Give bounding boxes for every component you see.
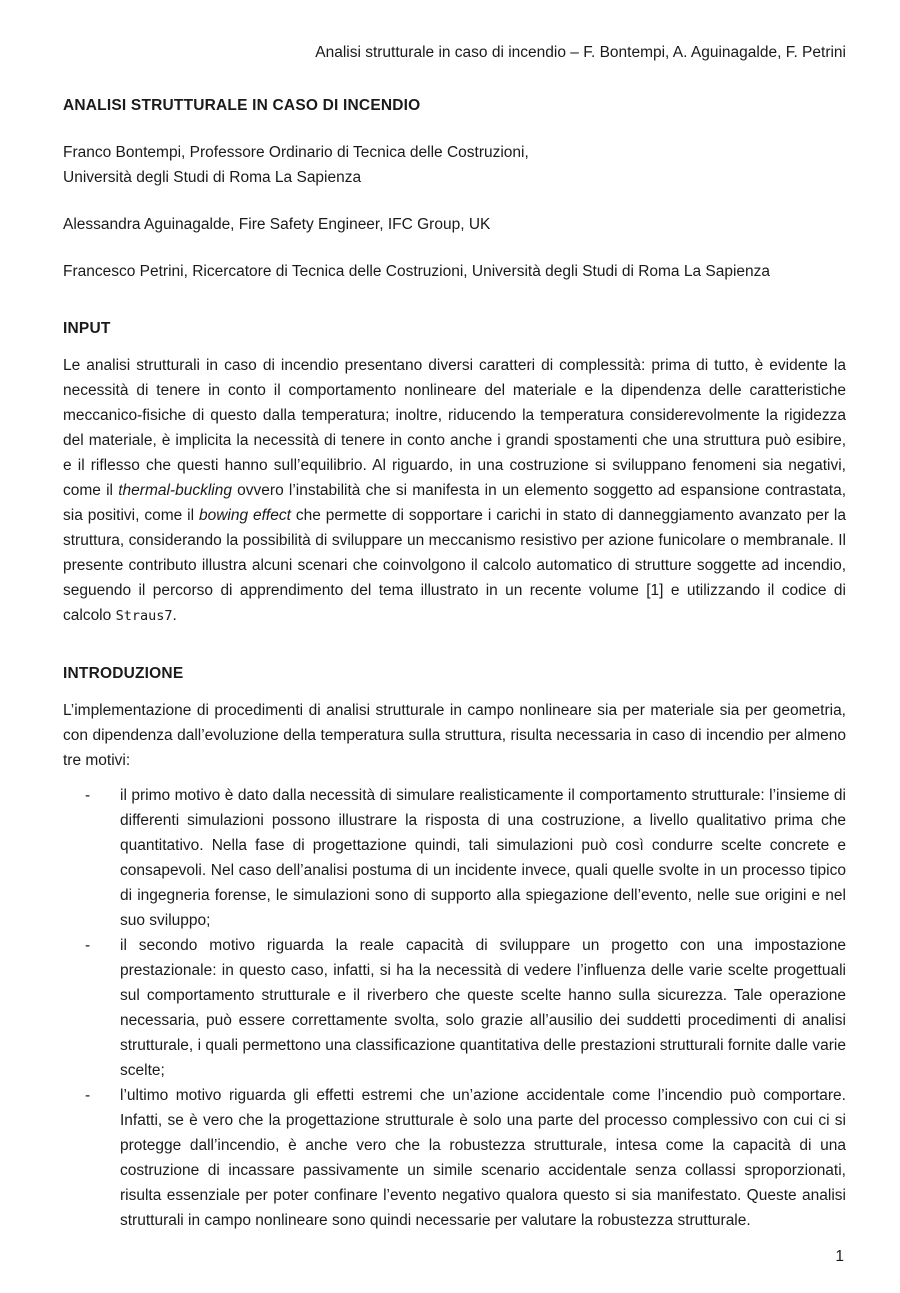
list-item-text: il primo motivo è dato dalla necessità di simulare realisticamente il comportamento strutturale: l’insieme di differenti simulazioni possono illustrare la risposta di una costruzione, a livello qualitativo prima che quantitativo. Nella fase di progettazione quindi, tali simulazioni può così condurre scelte concrete e consapevoli. Nel caso dell’analisi postuma di un incidente invece, quali quelle svolte in un processo tipico di ingegneria forense, le simulazioni sono di supporto alla spiegazione dell’evento, nelle sue origini e nel suo sviluppo;	[120, 787, 846, 929]
section-heading-input: INPUT	[63, 320, 111, 337]
text-run-italic-thermal-buckling: thermal-buckling	[118, 482, 232, 499]
author-block-petrini: Francesco Petrini, Ricercatore di Tecnica delle Costruzioni, Università degli Studi di Roma La Sapienza	[63, 263, 771, 280]
list-item	[63, 1083, 846, 1233]
list-item-text: il secondo motivo riguarda la reale capacità di sviluppare un progetto con una impostazione prestazionale: in questo caso, infatti, si ha la necessità di vedere l’influenza delle varie scelte progettuali sul comportamento strutturale e il riverbero che queste scelte hanno sulla sicurezza. Tale operazione necessaria, può essere correttamente svolta, solo grazie all’ausilio dei suddetti procedimenti di analisi strutturale, i quali permettono una classificazione quantitativa delle prestazioni strutturali fornite dalle varie scelte;	[120, 937, 846, 1079]
text-run: che permette di sopportare i carichi in stato di danneggiamento avanzato per la struttura, considerando la possibilità di sviluppare un meccanismo resistivo per azione funicolare o membranale. Il presente contributo illustra alcuni scenari che coinvolgono il calcolo automatico di strutture soggette ad incendio, seguendo il percorso di apprendimento del tema illustrato in un recente volume [1] e utilizzando il codice di calcolo	[63, 507, 846, 624]
running-header: Analisi strutturale in caso di incendio – F. Bontempi, A. Aguinagalde, F. Petrini	[315, 44, 846, 61]
list-item	[63, 783, 846, 933]
text-run: .	[172, 607, 177, 624]
list-item-text: l’ultimo motivo riguarda gli effetti estremi che un’azione accidentale come l’incendio può comportare. Infatti, se è vero che la progettazione strutturale è solo una parte del processo complessivo con cui ci si protegge dall’incendio, è anche vero che la robustezza strutturale, intesa come la capacità di una costruzione di incassare passivamente un simile scenario accidentale senza collassi sproporzionati, risulta essenziale per poter confinare l’evento negativo qualora questo si sia manifestato. Queste analisi strutturali in campo nonlineare sono quindi necessarie per valutare la robustezza strutturale.	[120, 1087, 846, 1229]
text-run: Le analisi strutturali in caso di incendio presentano diversi caratteri di complessità: prima di tutto, è evidente la necessità di tenere in conto il comportamento nonlineare del materiale e la dipendenza delle caratteristiche meccanico-fisiche di questo dalla temperatura; inoltre, riducendo la temperatura considerevolmente la rigidezza del materiale, è implicita la necessità di tenere in conto anche i grandi spostamenti che una struttura può esibire, e il riflesso che questi hanno sull’equilibrio. Al riguardo, in una costruzione si sviluppano fenomeni sia negativi, come il	[63, 357, 846, 499]
bullet-dash-marker: -	[85, 787, 91, 804]
motivi-bullet-list	[63, 783, 846, 1233]
author-block-aguinagalde: Alessandra Aguinagalde, Fire Safety Engineer, IFC Group, UK	[63, 216, 491, 233]
bullet-dash-marker: -	[85, 937, 91, 954]
author-block-bontempi	[63, 140, 846, 190]
text-run-italic-bowing-effect: bowing effect	[198, 507, 291, 524]
input-paragraph	[63, 353, 846, 629]
author-affiliation-line: Università degli Studi di Roma La Sapienza	[63, 169, 362, 186]
author-line: Franco Bontempi, Professore Ordinario di Tecnica delle Costruzioni,	[63, 144, 529, 161]
text-run-mono-straus7: Straus7	[115, 608, 173, 624]
section-heading-introduzione: INTRODUZIONE	[63, 665, 184, 682]
bullet-dash-marker: -	[85, 1087, 91, 1104]
text-run: ovvero l’instabilità che si manifesta in un elemento soggetto ad espansione contrastata, sia positivi, come il	[63, 482, 847, 524]
list-item	[63, 933, 846, 1083]
introduzione-lead-paragraph: L’implementazione di procedimenti di analisi strutturale in campo nonlineare sia per materiale sia per geometria, con dipendenza dall’evoluzione della temperatura sulla struttura, risulta necessaria in caso di incendio per almeno tre motivi:	[63, 702, 846, 769]
page-number: 1	[835, 1248, 844, 1265]
document-title: ANALISI STRUTTURALE IN CASO DI INCENDIO	[63, 97, 421, 114]
